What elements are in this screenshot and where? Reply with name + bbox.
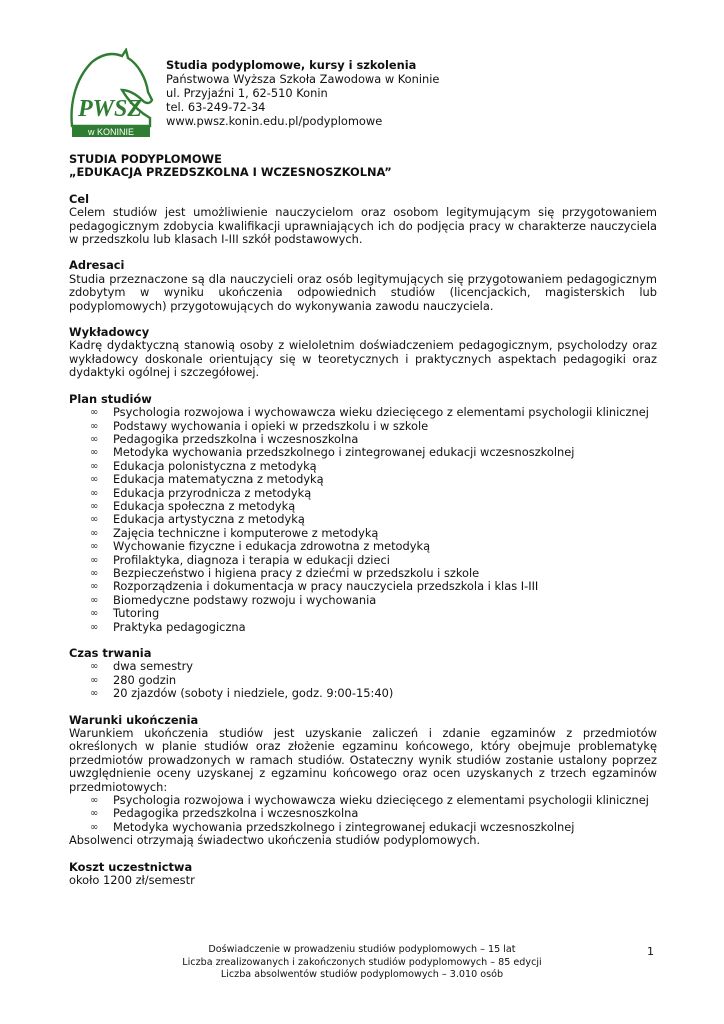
section-cel [69,193,657,247]
footer-line-1: Doświadczenie w prowadzeniu studiów podyplomowych – 15 lat [208,944,516,955]
list-item-text: Edukacja artystyczna z metodyką [113,512,305,527]
bullet-icon: ∞ [90,527,99,539]
bullet-icon: ∞ [90,661,99,673]
bullet-icon: ∞ [90,821,99,833]
list-item-text: 20 zjazdów (soboty i niedziele, godz. 9:00-15:40) [113,686,394,701]
bullet-icon: ∞ [90,608,99,620]
bullet-icon: ∞ [90,581,99,593]
header-line-2: Państwowa Wyższa Szkoła Zawodowa w Koninie [166,72,440,86]
list-item-text: Pedagogika przedszkolna i wczesnoszkolna [113,806,359,821]
document-body [69,153,657,888]
list-item-text: Rozporządzenia i dokumentacja w pracy nauczyciela przedszkola i klas I-III [113,579,539,594]
list-item [90,446,657,459]
section-plan [69,393,657,634]
bullet-icon: ∞ [90,541,99,553]
list-item [90,487,657,500]
horse-logo-icon [66,48,154,138]
list-item-text: Biomedyczne podstawy rozwoju i wychowania [113,592,377,607]
header-website: www.pwsz.konin.edu.pl/podyplomowe [166,114,383,128]
section-text-after: Absolwenci otrzymają świadectwo ukończenia studiów podyplomowych. [69,833,481,848]
page-footer [0,944,724,982]
list-item-text: Praktyka pedagogiczna [113,619,246,634]
list-item [90,406,657,419]
list-item-text: Podstawy wychowania i opieki w przedszkolu i w szkole [113,418,429,433]
bullet-icon: ∞ [90,795,99,807]
list-item [90,687,657,700]
section-czas [69,647,657,701]
bullet-icon: ∞ [90,554,99,566]
bullet-icon: ∞ [90,433,99,445]
section-text: Celem studiów jest umożliwienie nauczycielom oraz osobom legitymującym się przygotowaniem pedagogicznym zdobycia kwalifikacji uprawniających ich do podjęcia pracy w charakterze nauczyciela w przedszkolu lub klasach I-III szkół podstawowych. [69,205,657,247]
header-line-1: Studia podyplomowe, kursy i szkolenia [166,58,417,72]
list-item [90,674,657,687]
footer-line-3: Liczba absolwentów studiów podyplomowych – 3.010 osób [220,969,504,980]
bullet-icon: ∞ [90,567,99,579]
list-item-text: Bezpieczeństwo i higiena pracy z dziećmi w przedszkolu i szkole [113,565,480,580]
pwsz-logo [66,48,154,138]
list-item [90,821,657,834]
list-item-text: dwa semestry [113,659,194,674]
section-koszt [69,861,657,888]
section-heading: Plan studiów [69,391,152,406]
list-item [90,580,657,593]
bullet-icon: ∞ [90,487,99,499]
section-heading: Warunki ukończenia [69,712,199,727]
list-item [90,473,657,486]
bullet-icon: ∞ [90,621,99,633]
list-item-text: Edukacja przyrodnicza z metodyką [113,485,312,500]
list-item [90,500,657,513]
list-item-text: Metodyka wychowania przedszkolnego i zintegrowanej edukacji wczesnoszkolnej [113,819,575,834]
list-item [90,794,657,807]
list-item-text: Psychologia rozwojowa i wychowawcza wieku dziecięcego z elementami psychologii klinicznej [113,793,649,808]
header-line-4: tel. 63-249-72-34 [166,100,266,114]
list-item [90,460,657,473]
list-item [90,540,657,553]
list-item [90,513,657,526]
list-item-text: Psychologia rozwojowa i wychowawcza wieku dziecięcego z elementami psychologii klinicznej [113,405,649,420]
list-item [90,807,657,820]
section-heading: Czas trwania [69,646,152,660]
list-item-text: Edukacja polonistyczna z metodyką [113,458,317,473]
header-line-3: ul. Przyjaźni 1, 62-510 Konin [166,86,328,100]
list-item [90,621,657,634]
plan-list [69,406,657,634]
bullet-icon: ∞ [90,460,99,472]
list-item-text: 280 godzin [113,672,177,687]
list-item-text: Tutoring [113,606,160,621]
section-adresaci [69,259,657,313]
contact-block [166,58,439,128]
section-wykladowcy [69,326,657,380]
list-item-text: Edukacja matematyczna z metodyką [113,472,324,487]
list-item [90,607,657,620]
bullet-icon: ∞ [90,594,99,606]
section-warunki [69,714,657,848]
czas-list [69,660,657,700]
bullet-icon: ∞ [90,407,99,419]
list-item-text: Pedagogika przedszkolna i wczesnoszkolna [113,431,359,446]
list-item-text: Profilaktyka, diagnoza i terapia w edukacji dzieci [113,552,390,567]
bullet-icon: ∞ [90,500,99,512]
list-item [90,554,657,567]
list-item-text: Edukacja społeczna z metodyką [113,498,296,513]
section-heading: Koszt uczestnictwa [69,859,193,874]
page-number: 1 [647,945,654,958]
warunki-list [69,794,657,834]
section-text: około 1200 zł/semestr [69,873,195,888]
list-item-text: Metodyka wychowania przedszkolnego i zintegrowanej edukacji wczesnoszkolnej [113,445,575,460]
section-heading: Adresaci [69,258,125,273]
list-item-text: Zajęcia techniczne i komputerowe z metodyką [113,525,379,540]
logo-subtext: w KONINIE [87,127,135,137]
section-text: Studia przeznaczone są dla nauczycieli oraz osób legitymujących się przygotowaniem pedagogicznym zdobytym w wyniku ukończenia odpowiednich studiów (licencjackich, magisterskich lub podyplomowych) przygotowujących do wykonywania zawodu nauczyciela. [69,271,657,313]
bullet-icon: ∞ [90,447,99,459]
list-item [90,433,657,446]
list-item-text: Wychowanie fizyczne i edukacja zdrowotna z metodyką [113,539,431,554]
bullet-icon: ∞ [90,674,99,686]
section-text: Warunkiem ukończenia studiów jest uzyskanie zaliczeń i zdanie egzaminów z przedmiotów określonych w planie studiów oraz złożenie egzaminu końcowego, który obejmuje problematykę przedmiotów prowadzonych w ramach studiów. Ostateczny wynik studiów zostanie ustalony poprzez uwzględnienie oceny uzyskanej z egzaminu końcowego oraz ocen uzyskanych z trzech egzaminów przedmiotowych: [69,726,657,794]
logo-text: PWSZ [77,96,143,122]
footer-line-2: Liczba zrealizowanych i zakończonych studiów podyplomowych – 85 edycji [182,956,542,968]
section-text: Kadrę dydaktyczną stanowią osoby z wieloletnim doświadczeniem pedagogicznym, psycholodzy oraz wykładowcy doskonale orientujący się w teoretycznych i praktycznych aspektach pedagogiki oraz dydaktyki ogólnej i szczegółowej. [69,338,657,380]
bullet-icon: ∞ [90,474,99,486]
list-item [90,567,657,580]
bullet-icon: ∞ [90,420,99,432]
doc-title-1: STUDIA PODYPLOMOWE [69,152,222,166]
bullet-icon: ∞ [90,808,99,820]
list-item [90,660,657,673]
section-heading: Wykładowcy [69,325,150,340]
bullet-icon: ∞ [90,514,99,526]
bullet-icon: ∞ [90,688,99,700]
list-item [90,420,657,433]
doc-title-2: „EDUKACJA PRZEDSZKOLNA I WCZESNOSZKOLNA” [69,165,392,180]
list-item [90,527,657,540]
list-item [90,594,657,607]
section-heading: Cel [69,191,89,206]
